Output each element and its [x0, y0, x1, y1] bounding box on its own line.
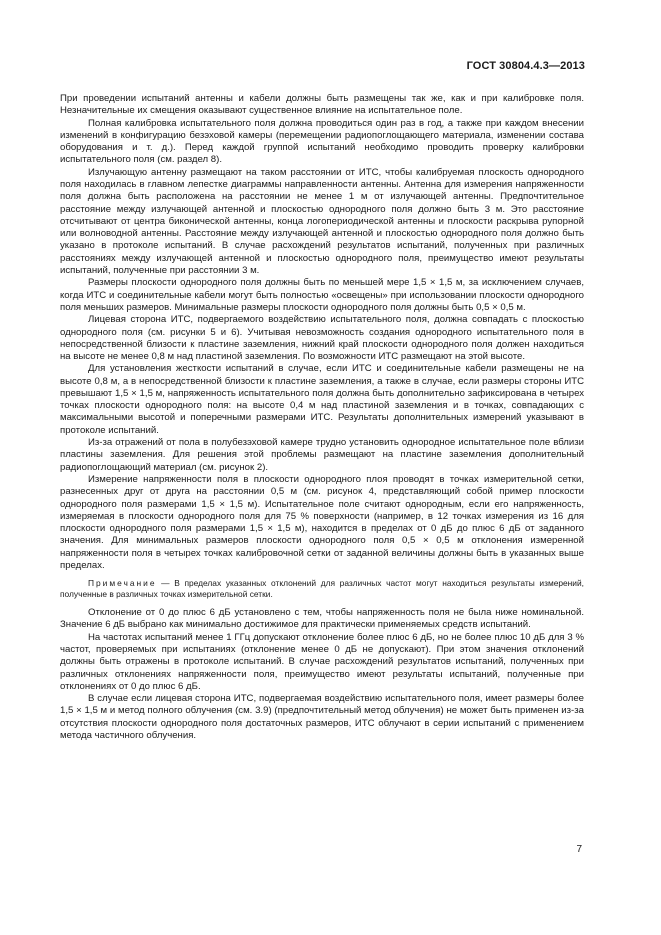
note-label: Примечание	[88, 578, 157, 589]
document-code: ГОСТ 30804.4.3—2013	[466, 60, 585, 72]
note-text: — В пределах указанных отклонений для различных частот могут находиться результаты измерений, полученные в различных точках измерительной сетки.	[60, 578, 584, 600]
paragraph: На частотах испытаний менее 1 ГГц допускают отклонение более плюс 6 дБ, но не более плюс 10 дБ для 3 % частот, проверяемых при испытаниях (отклонение менее 0 дБ не допускают). При этом значения отклонений должны быть отражены в протоколе испытаний. В случае расхождений результатов испытаний, полученных при различных отклонениях напряженности поля, преимущество имеют результаты испытаний, полученные при отклонениях от 0 до плюс 6 дБ.	[60, 631, 584, 692]
page-body	[60, 93, 584, 742]
paragraph: Из-за отражений от пола в полубезэховой камере трудно установить однородное испытательное поле вблизи пластины заземления. Для решения этой проблемы размещают на пластине заземления дополнительный радиопоглощающий материал (см. рисунок 2).	[60, 437, 584, 473]
paragraph: Отклонение от 0 до плюс 6 дБ установлено с тем, чтобы напряженность поля не была ниже номинальной. Значение 6 дБ выбрано как минимально достижимое для практически применяемых средств испытаний.	[60, 607, 584, 631]
paragraph: В случае если лицевая сторона ИТС, подвергаемая воздействию испытательного поля, имеет размеры более 1,5 × 1,5 м и метод полного облучения (см. 3.9) (предпочтительный метод облучения) не может быть применен из-за отсутствия плоскости однородного поля достаточных размеров, ИТС облучают в серии испытаний с применением метода частичного облучения.	[60, 693, 584, 741]
paragraph: Для установления жесткости испытаний в случае, если ИТС и соединительные кабели размещены не на высоте 0,8 м, а в непосредственной близости к пластине заземления, а также в случае, если размеры стороны ИТС превышают 1,5 × 1,5 м, напряженность испытательного поля должна быть дополнительно зафиксирована в четырех точках плоскости однородного поля: на высоте 0,4 м над пластиной заземления и в точках, совпадающих с максимальными высотой и поперечными размерами ИТС. Результаты дополнительных измерений указывают в протоколе испытаний.	[60, 363, 584, 436]
paragraph: Измерение напряженности поля в плоскости однородного плоя проводят в точках измерительной сетки, разнесенных друг от друга на расстоянии 0,5 м (см. рисунок 4, представляющий собой пример плоскости однородного поля размерами 1,5 × 1,5 м). Испытательное поле считают однородным, если его напряженность, измеряемая в плоскости однородного поля для 75 % поверхности (например, в 12 точках измерения из 16 для плоскости однородного поля размерами 1,5 × 1,5 м), находится в пределах от 0 дБ до плюс 6 дБ от заданного значения. Для минимальных размеров плоскости однородного поля 0,5 × 0,5 м отклонения измеренной напряженности поля в четырех точках калибровочной сетки от заданной величины должны быть в указанных выше пределах.	[60, 474, 584, 571]
paragraph: Излучающую антенну размещают на таком расстоянии от ИТС, чтобы калибруемая плоскость однородного поля находилась в главном лепестке диаграммы направленности антенны. Антенна для измерения напряженности поля должна быть расположена на расстоянии не менее 1 м от излучающей антенны. Предпочтительное расстояние между излучающей антенной и плоскостью однородного поля должно быть 3 м. Это расстояние отсчитывают от центра биконической антенны, конца логопериодической антенны и плоскости раскрыва рупорной или волноводной антенны. Расстояние между излучающей антенной и плоскостью однородного поля должно быть указано в протоколе испытаний. В случае расхождений результатов испытаний, полученных при различных расстояниях между излучающей антенной и плоскостью однородного поля, преимущество имеют результаты испытаний, полученные при расстоянии 3 м.	[60, 166, 584, 276]
paragraph: Лицевая сторона ИТС, подвергаемого воздействию испытательного поля, должна совпадать с плоскостью однородного поля (см. рисунки 5 и 6). Учитывая невозможность создания однородного испытательного поля в непосредственной близости к пластине заземления, нижний край плоскости однородного поля должен находиться на высоте не менее 0,8 м над пластиной заземления. По возможности ИТС размещают на этой высоте.	[60, 314, 584, 362]
page-number: 7	[576, 844, 582, 855]
paragraph: Размеры плоскости однородного поля должны быть по меньшей мере 1,5 × 1,5 м, за исключением случаев, когда ИТС и соединительные кабели могут быть полностью «освещены» при использовании плоскости однородного поля меньших размеров. Минимальные размеры плоскости однородного поля должны быть 0,5 × 0,5 м.	[60, 277, 584, 313]
note	[60, 578, 584, 600]
paragraph: При проведении испытаний антенны и кабели должны быть размещены так же, как и при калибровке поля. Незначительные их смещения оказывают существенное влияние на испытательное поле.	[60, 93, 584, 117]
paragraph: Полная калибровка испытательного поля должна проводиться один раз в год, а также при каждом внесении изменений в конфигурацию безэховой камеры (перемещении радиопоглощающего материала, изменении состава оборудования и т. д.). Перед каждой группой испытаний необходимо проводить проверку калибровки испытательного поля (см. раздел 8).	[60, 117, 584, 166]
